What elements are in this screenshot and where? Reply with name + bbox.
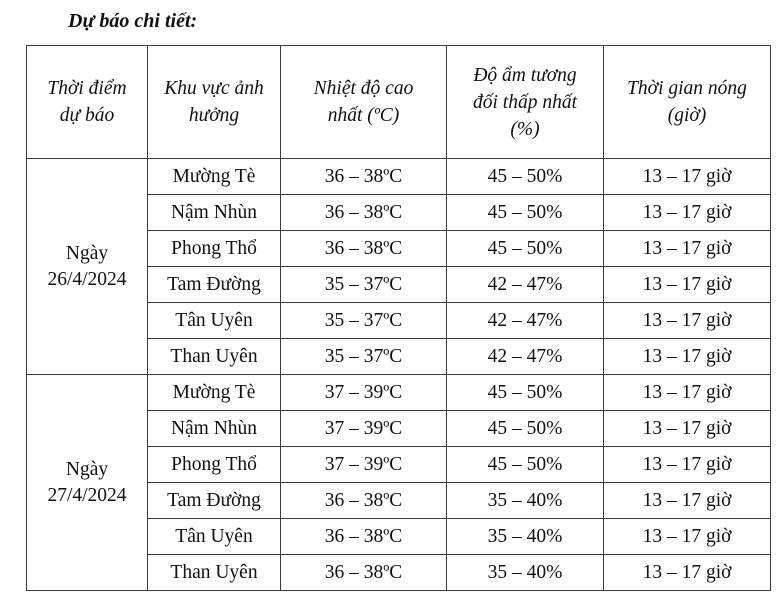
forecast-date-cell xyxy=(27,159,148,375)
area-cell: Nậm Nhùn xyxy=(148,411,281,447)
temperature-cell: 36 – 38ºC xyxy=(281,195,447,231)
forecast-date-line: Ngày xyxy=(65,458,109,480)
table-row xyxy=(27,375,771,411)
temperature-cell: 37 – 39ºC xyxy=(281,447,447,483)
header-line: nhất (ºC) xyxy=(327,105,400,126)
header-line: (giờ) xyxy=(667,105,707,126)
hot-hours-cell: 13 – 17 giờ xyxy=(604,375,771,411)
humidity-cell: 45 – 50% xyxy=(447,375,604,411)
header-line: hưởng xyxy=(188,105,240,126)
area-cell: Phong Thổ xyxy=(148,447,281,483)
hot-hours-cell: 13 – 17 giờ xyxy=(604,303,771,339)
area-cell: Tam Đường xyxy=(148,267,281,303)
header-hot-hours xyxy=(604,46,771,159)
temperature-cell: 36 – 38ºC xyxy=(281,159,447,195)
header-line: Thời gian nóng xyxy=(627,78,747,99)
area-cell: Phong Thổ xyxy=(148,231,281,267)
hot-hours-cell: 13 – 17 giờ xyxy=(604,555,771,591)
table-header-row xyxy=(27,46,771,159)
forecast-date-cell xyxy=(27,375,148,591)
humidity-cell: 45 – 50% xyxy=(447,195,604,231)
temperature-cell: 36 – 38ºC xyxy=(281,483,447,519)
hot-hours-cell: 13 – 17 giờ xyxy=(604,483,771,519)
forecast-date-line: 26/4/2024 xyxy=(47,268,127,290)
forecast-table xyxy=(26,45,771,591)
area-cell: Tân Uyên xyxy=(148,519,281,555)
humidity-cell: 42 – 47% xyxy=(447,339,604,375)
humidity-cell: 45 – 50% xyxy=(447,231,604,267)
forecast-date-line: 27/4/2024 xyxy=(47,484,127,506)
temperature-cell: 35 – 37ºC xyxy=(281,339,447,375)
hot-hours-cell: 13 – 17 giờ xyxy=(604,447,771,483)
header-line: (%) xyxy=(510,118,540,140)
hot-hours-cell: 13 – 17 giờ xyxy=(604,339,771,375)
header-line: Nhiệt độ cao xyxy=(313,78,414,99)
header-line: Thời điểm xyxy=(47,78,127,99)
temperature-cell: 37 – 39ºC xyxy=(281,411,447,447)
hot-hours-cell: 13 – 17 giờ xyxy=(604,411,771,447)
hot-hours-cell: 13 – 17 giờ xyxy=(604,195,771,231)
humidity-cell: 35 – 40% xyxy=(447,555,604,591)
forecast-body xyxy=(27,159,771,591)
header-min-humidity xyxy=(447,46,604,159)
hot-hours-cell: 13 – 17 giờ xyxy=(604,231,771,267)
temperature-cell: 35 – 37ºC xyxy=(281,267,447,303)
area-cell: Than Uyên xyxy=(148,555,281,591)
area-cell: Mường Tè xyxy=(148,159,281,195)
humidity-cell: 45 – 50% xyxy=(447,159,604,195)
temperature-cell: 37 – 39ºC xyxy=(281,375,447,411)
area-cell: Than Uyên xyxy=(148,339,281,375)
table-row xyxy=(27,159,771,195)
hot-hours-cell: 13 – 17 giờ xyxy=(604,159,771,195)
temperature-cell: 36 – 38ºC xyxy=(281,231,447,267)
header-affected-area xyxy=(148,46,281,159)
hot-hours-cell: 13 – 17 giờ xyxy=(604,519,771,555)
header-line: dự báo xyxy=(59,105,115,126)
humidity-cell: 45 – 50% xyxy=(447,447,604,483)
temperature-cell: 36 – 38ºC xyxy=(281,555,447,591)
humidity-cell: 45 – 50% xyxy=(447,411,604,447)
area-cell: Nậm Nhùn xyxy=(148,195,281,231)
humidity-cell: 42 – 47% xyxy=(447,267,604,303)
area-cell: Mường Tè xyxy=(148,375,281,411)
temperature-cell: 36 – 38ºC xyxy=(281,519,447,555)
humidity-cell: 35 – 40% xyxy=(447,483,604,519)
hot-hours-cell: 13 – 17 giờ xyxy=(604,267,771,303)
header-forecast-time xyxy=(27,46,148,159)
humidity-cell: 42 – 47% xyxy=(447,303,604,339)
area-cell: Tam Đường xyxy=(148,483,281,519)
header-line: Khu vực ảnh xyxy=(164,78,264,99)
temperature-cell: 35 – 37ºC xyxy=(281,303,447,339)
humidity-cell: 35 – 40% xyxy=(447,519,604,555)
header-line: Độ ẩm tương xyxy=(473,64,577,86)
forecast-date-line: Ngày xyxy=(65,242,109,264)
section-title: Dự báo chi tiết: xyxy=(68,10,198,32)
header-line: đối thấp nhất xyxy=(472,91,577,113)
header-max-temperature xyxy=(281,46,447,159)
area-cell: Tân Uyên xyxy=(148,303,281,339)
